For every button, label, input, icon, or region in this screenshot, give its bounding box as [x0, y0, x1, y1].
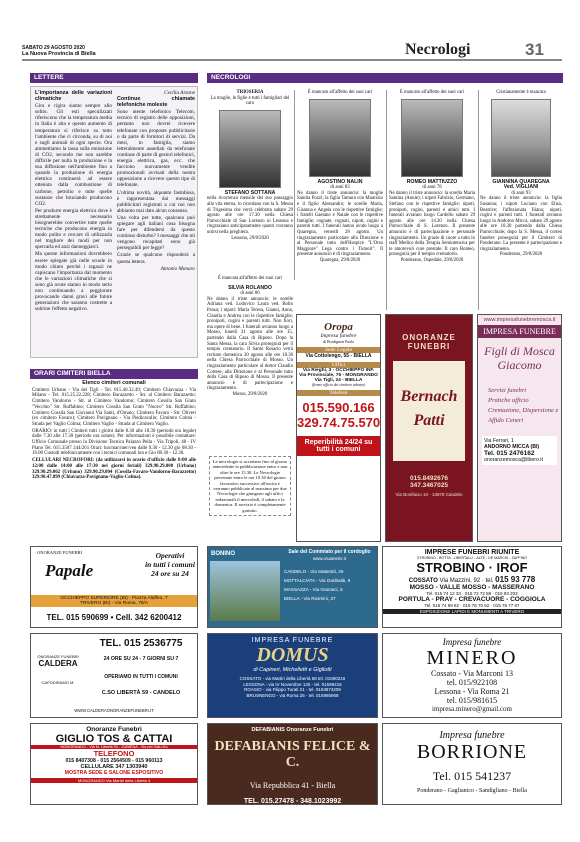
- ad-defabianis: [207, 723, 378, 810]
- ad-caldera: [30, 633, 198, 718]
- letter-2-body-3: Una volta per tutte, qualcuno può spiegare agli italiani cosa bisogna fare per difendersi da questo continuo disturbo? I messaggi che mi vengono recapitati sono già perseguibili per legge?: [117, 214, 195, 252]
- obituary-intro: È mancata all'affetto dei suoi cari: [217, 276, 283, 281]
- obituary-place: Ponderano, 29/8/2020: [499, 252, 543, 258]
- ad-minero-title: Impresa funebre: [442, 637, 502, 647]
- lettere-col-1: [35, 90, 112, 313]
- ad-oropa-label: Sede Legale: [297, 347, 380, 353]
- obituary-name: STEFANO SOTTANA: [224, 189, 276, 196]
- ad-oropa-addr: Via Tigli, 24 - BIELLA: [314, 378, 363, 383]
- ad-bonino-url: www.oruamerie.it: [313, 556, 346, 561]
- ad-minero-line: tel. 015/981615: [446, 696, 498, 705]
- ad-minero-name: MINERO: [426, 647, 518, 669]
- ad-giglio-name: GIGLIO TOS & CATTAI: [55, 733, 173, 745]
- obituary-top: TRIOSERIA: [236, 90, 264, 95]
- ad-caldera-logo: [35, 654, 81, 685]
- ad-bernach-phone: 015.8492676: [410, 475, 448, 482]
- header-date: SABATO 29 AGOSTO 2020 La Nuova Provincia di Biella: [22, 45, 96, 57]
- portrait-photo: [491, 99, 551, 177]
- ad-caldera-url: WWW.CALDERAONORANZEFUNEBRI.IT: [74, 708, 154, 713]
- ad-oropa-note: (fronte ufficio dei cimitero urbano): [311, 383, 366, 387]
- ad-domus-addr: COSSATO - via Martiri della Libertà 58 tel. 01590216: [239, 676, 346, 681]
- header-rule: [22, 59, 562, 61]
- obituary-text: Ne danno il triste annuncio: la moglie Sandra Pozzi; la figlia Tamara con Maurizio e il figlio Alessandro; le sorelle Maria, Gisanna e Angela con le rispettive famiglie; i fratelli Gaetano e Natale con le rispettive famiglie; cognate, cognati, nipoti, cugini e parenti tutti. I funerali hanno avuto luogo a Quaregna, venerdì 28 agosto. Un ringraziamento particolare alla Direzione e al Personale tutto dell'Hospice "L'Orso Maggiore" Lega contro i Tumori". Il presente annuncio è di ringraziamento.: [297, 190, 383, 258]
- ad-oropa-label: Telefoni: [297, 390, 380, 396]
- ad-papale-operativi: [143, 551, 197, 578]
- portrait-photo: [401, 99, 463, 177]
- ad-mosca-title: IMPRESA FUNEBRE: [478, 325, 561, 338]
- letter-2-body-4: Grazie se qualcuno risponderà a questa lettera.: [117, 252, 195, 265]
- ad-borrione: [382, 723, 562, 805]
- ad-bernach-name: Bernach Patti: [393, 361, 465, 461]
- column-divider: [294, 90, 295, 280]
- ad-giglio-sub: MONGRANDO - Via M. Libertà 93 - ZUBIENA - Via per Salu 8/c: [31, 745, 197, 749]
- ad-strobino: [382, 546, 562, 628]
- necrologi-heading: NECROLOGI: [207, 73, 563, 83]
- ad-mosca-contacts: [482, 436, 557, 465]
- obituary-text: Ne danno il triste annuncio: la sorella Maria Santina (Annie); i nipoti Fabrizio, Germano, Stefano con le rispettive famiglie; nipoti, pronipoti, cugini, parenti e amici tutti. I funerali avranno luogo Cardello sabato 29 agosto alle ore 14.30 nella Chiesa Parrocchiale di S. Lorenzo. Il presente annuncio è di partecipazione e personale ringraziamento. Un grazie di cuore a tutto lo staff Medico della Terapia Semintensiva per le amorevoli cure prestate. Il caro Romeo, proseguirà per il tempio crematorio.: [389, 190, 475, 258]
- orari-heading: ORARI CIMITERI BIELLA: [30, 369, 198, 379]
- orari-hours: ORARIO: in tutti i Cimiteri tutti i giorni dalle 8.30 alle 18.30 (periodo ora legale) dalle 7.30 alle 17.30 (periodo ora solare). Per informazioni è possibile contattare: Ufficio Comunale presso la Divisione Tecnica Palazzo Pella - Via Tripoli, 48 - IV Piano Tel. 015.3507 244/261 Orari: lun/mar/mer/ven dalle 9.30 - 12.30 gio 08.30 - 16.00 Custodi telefonicamente con i tecnici comunali lun e Gio 08.30 - 12.30.: [32, 428, 196, 457]
- ad-giglio-top: Onoranze Funebri: [86, 726, 142, 733]
- portrait-photo: [309, 99, 371, 177]
- obituary-age: di anni 86: [240, 291, 260, 297]
- obituary-mattiuzzo: [389, 90, 475, 264]
- ad-oropa-addr: Via Rieghi, 3 - OCCHIEPPO INF.: [302, 368, 375, 373]
- ad-giglio-mostra: MOSTRA SEDE E SALONE ESPOSITIVO: [64, 770, 164, 776]
- letter-1-body: Gira e rigira siamo sempre allo solito. Gli esti speculizzati riferiscono che la temperatura media in Italia è alta e questo aumento di temperatura si riferisce su tutto l'ambiente che ci circonda, su di noi e sugli animali di ogni specie. Ora ammettiamo la tassa sulla emissione di CO2, secondo me non sarebbe difficile per nulla la produzione e la sua diffusione nell'ambiente fino a quando la produzione di energia elettrica continuerà ad essere ottenuta dalla combustione di carbone, petrolio e tutte quelle sostanze che bruciando producono CO2.: [35, 103, 112, 207]
- ad-borrione-title: Impresa funebre: [439, 730, 505, 741]
- ad-oropa-label: Uffici: [297, 362, 380, 368]
- ad-minero-line: Cossato - Via Marconi 13: [430, 669, 514, 678]
- obituary-place: Quaregna, 29/8/2020: [319, 257, 361, 263]
- ad-mosca-addr: Via Ferrari, 1: [484, 438, 514, 444]
- ad-strobino-towns: MOSSO - VALLE MOSSO - MASSERANO: [409, 584, 535, 591]
- obituary-name: SILVIA ROLANDO: [228, 284, 272, 291]
- obituary-place: Ponderano, Ospedale, 29/8/2020: [400, 257, 464, 263]
- ad-bonino-name: BONINO: [211, 551, 235, 557]
- ad-oropa: [296, 314, 381, 542]
- ad-papale-name: Papale: [45, 561, 94, 580]
- necrologi-note: Le necrologie si accettano fino al giorno antecedente la pubblicazione entro e non oltre le ore 15.30. Le Necrologie pervenute entro le ore 10.30 del giorno lavorativo successivo all'uscita e verranno pubblicate al massimo per due Necrologie che giungono agli uffici redazionali il mercoledì, il sabato e la domenica. Il servizio è completamente gratuito.: [209, 456, 291, 516]
- ad-strobino-addr: Via Mazzini, 92 · tel.: [439, 578, 494, 584]
- ad-caldera-hours: 24 ORE SU 24 - 7 GIORNI SU 7: [103, 656, 179, 662]
- ad-caldera-tel: TEL. 015 2536775: [99, 638, 183, 649]
- ad-mosca-service: Servizi funebri: [488, 387, 527, 394]
- ad-defabianis-top: DEFABIANIS Onoranze Funebri: [251, 727, 334, 733]
- ad-defabianis-mail: onoranzefunebridefabianis@gmail.com: [250, 805, 335, 810]
- ad-giglio-phones: 015 8407308 - 015 2564509 - 015 960113: [65, 758, 163, 764]
- ad-borrione-towns: Ponderano - Gaglianico - Sandigliano - Biella: [417, 788, 527, 794]
- obituary-intro: È mancato all'affetto dei suoi cari: [307, 90, 373, 95]
- ad-mosca-url: www.impresafunebremosca.it: [483, 317, 556, 323]
- ad-bernach-top: ONORANZE FUNEBRI: [402, 333, 456, 351]
- ad-domus-addr: LESSONA - via IV Novembre 125 - tel. 01599216: [243, 681, 342, 687]
- ad-domus-addr: ROASIO - via Filippo Turati 21 - tel. 0163874209: [244, 687, 341, 693]
- ad-minero: [382, 633, 562, 718]
- obituary-age: di anni 83: [330, 185, 350, 191]
- letter-1-title: L'importanza delle variazioni climatiche: [35, 90, 112, 103]
- ad-domus-list: [208, 676, 377, 698]
- lettere-col-2: [117, 90, 195, 272]
- ad-bonino-item: MASSAZZA - Via Gramsci, 5: [284, 587, 343, 592]
- letter-2-body: Sono utente telefonico Telecom, tecnico di registro delle opposizioni, pertanto non dovrei ricevere telefonate con proposte pubblicitarie o da parte di fornitori di servizi. Da mesi, in famiglia, siamo letteralmente assediati da telefonate continue di parte di gestori telefonici, energia elettrica, gas, ecc. che facciono nuovamente vendite promozionali avvisati della nostra opposizione a ricevere questo tipo di telefonate.: [117, 109, 195, 189]
- ad-bonino-item: CANDELO - Via Matteotti, 26: [284, 569, 344, 574]
- ad-mosca-mail: onoranzemosca@libero.it: [484, 457, 543, 463]
- obituary-age: di anni 78: [422, 185, 442, 191]
- obituary-place: Lessona, 29/8/2020: [231, 235, 269, 241]
- obituary-place: Mosso, 29/8/2020: [232, 391, 268, 397]
- letter-1-body-3: Ma queste informazioni dovrebbero essere spiegate già nelle scuole in modo chiaro perché i ragazzi ne capiscano l'importanza dal momento che le variazioni climatiche che si sono già avute stanno in modo serio non continuando a peggiorare provocando danni gravi alle future generazioni che saranno costrette a subirne l'effetto negativo.: [35, 251, 112, 313]
- letter-1-body-2: Per produrre energia elettrica dove è strettamente necessario bisognerebbe convertire tutte quelle tecniche che producono energia in modo pulito e cercare di utilizzarla nel migliore dei modi per non spercarla ed anzi danneggiarci.: [35, 207, 112, 251]
- obituary-intro: Cristianamente è mancata: [496, 90, 546, 95]
- ad-papale-addr: TRIVERO (BI) - Via Roma, 78/A: [79, 601, 149, 606]
- letter-1-signature: Cecilia Arzone: [164, 90, 195, 96]
- ad-giglio-label: TELEFONO: [93, 749, 135, 758]
- ad-domus-addr: BRUSNENGO - via Roma 25 - tel. 015985958: [246, 692, 339, 698]
- lettere-box: [30, 86, 198, 358]
- ad-mosca-tel: Tel. 015 2476162: [484, 450, 535, 457]
- ad-borrione-tel: Tel. 015 541237: [432, 769, 512, 783]
- orari-box: [32, 381, 196, 482]
- ad-oropa-phone: 015.590.166: [302, 400, 375, 415]
- ad-papale-op: in tutti i comuni: [145, 560, 195, 569]
- ad-caldera-name: CALDERA: [38, 659, 78, 668]
- page-number: 31: [525, 40, 544, 59]
- obituary-name: ROMEO MATTIUZZO: [406, 178, 458, 185]
- ad-papale-top: ONORANZE FUNEBRI: [37, 550, 83, 555]
- ad-strobino-towns: PORTULA - PRAY - CREVACUORE - COGGIOLA: [398, 596, 546, 603]
- ad-bernach-addr: Via Bonifacio 10 - 13878 Candelo: [395, 492, 463, 497]
- ad-papale-op: 24 ore su 24: [151, 569, 189, 578]
- ad-bonino-item: MOTTALCIATA - Via Garibaldi, 9: [284, 578, 351, 583]
- obituary-quaregna: [480, 90, 562, 258]
- portrait-photo: [219, 110, 281, 188]
- obituary-nalin: [297, 90, 383, 264]
- ad-defabianis-addr: Via Repubblica 41 - Biella: [249, 781, 336, 790]
- ad-bonino-head: Sale del Commiato per il cordoglio: [288, 549, 371, 555]
- obituary-intro: La moglie, le figlie e tutti i famigliari del caro: [210, 95, 290, 107]
- ad-papale-addr: OCCHIEPPO SUPERIORE (BI) - Piazza Alaffeo, 7: [60, 596, 168, 601]
- ad-mosca-service: Pratiche ufficio: [488, 397, 529, 404]
- ad-strobino-names: STROBINO - BOTTA - LIBERTALLI - ALTE - DE MARCHI - ZAFFINO: [417, 556, 527, 560]
- ad-bonino-list: [284, 567, 376, 603]
- ad-caldera-sub: ONORANZE FUNEBRI: [37, 654, 79, 659]
- ad-giglio-cell: CELLULARE 347 1303940: [80, 764, 148, 770]
- ad-papale-addr-band: [31, 595, 197, 607]
- ad-giglio-addr: MONGRANDO Via Martiri della Libertà 4: [31, 778, 197, 783]
- ad-minero-line: impresa.minero@gmail.com: [432, 705, 512, 713]
- ad-oropa-sub: Impresa funebre: [320, 333, 357, 339]
- ad-oropa-addr: Via Provinciale, 76 - MONGRANDO: [299, 373, 378, 378]
- ad-bonino-item: BIELLA - Via Rosmini, 37: [284, 596, 336, 601]
- letter-2-body-2: L'ultima novità, alquanto fastidiosa, è rappresentata dai messaggi pubblicitari registrati a cui noi non abbiamo mai dato alcun consenso.: [117, 189, 195, 214]
- ad-defabianis-name: DEFABIANIS FELICE & C.: [214, 739, 371, 770]
- ad-oropa-availability: Reperibilità 24/24 su tutti i comuni: [297, 436, 380, 456]
- ad-domus: [207, 633, 378, 718]
- ad-papale: [30, 546, 198, 628]
- obituary-text: nella ricorrenza mensile del suo passaggio alla vita eterna, lo ricordano con la S. Messa di Trigesima che verrà celebrata sabato 29 agosto alle ore 17.30 nella Chiesa Parrocchiale di San Lorenzo in Lessona e ringraziano anticipatamente quanti vorranno unirsi nella preghiera.: [207, 196, 293, 235]
- ad-papale-tel: TEL. 015 590699 • Cell. 342 6200412: [46, 613, 182, 622]
- letter-2-signature: Antonio Monaro: [160, 265, 195, 272]
- ad-strobino-tel: 015 93 778: [495, 575, 536, 584]
- ad-strobino-city: COSSATO: [408, 578, 438, 584]
- ad-oropa-by: di Bordignon Paolo: [322, 339, 355, 344]
- ad-mosca-name: Figli di Mosca Giacomo: [484, 344, 555, 372]
- ad-caldera-op: OPERIAMO IN TUTTI I COMUNI: [104, 674, 178, 680]
- ad-minero-line: tel. 015/922108: [446, 678, 498, 687]
- ad-papale-op: Operativi: [155, 551, 185, 560]
- column-divider: [478, 90, 479, 310]
- ad-giglio: [30, 723, 198, 805]
- ad-mosca: [477, 314, 562, 542]
- section-title: Necrologi: [405, 41, 471, 58]
- ad-bonino: [207, 546, 378, 628]
- ad-bernach-cell: 347.3467025: [410, 482, 448, 489]
- orari-title: Elenco cimiteri comunali: [82, 380, 146, 386]
- orari-list: Cimitero Urbano - Via dei Tigli - Tel. 015.40.32.49; Cimitero Chiavazza - Via Milano - Tel. 015.25.22.228; Cimitero Barazzetto - Str. al Cimitero Barazzetto; Cimitero Vandorno - Str. al Cimitero Vandorno; Cimitero Cossila San Grato "Vecchio" Str. Ruffabino; Cimitero Cossila San Grato "Nuovo" Str. Ruffabino; Cimitero Cossila San Giovanni Via Santi, d'Ornaio; Cimitero Favaro - Str. Oliveri (ex cimitero Favaro); Cimitero Pavignano - Via Piedicavallo; Cimitero Colma - Strada per Vaglio Colma; Cimitero Vaglio - Strada al Cimitero Vaglio.: [32, 387, 196, 427]
- column-divider: [386, 90, 387, 310]
- obituary-rolando: [207, 276, 293, 397]
- obituary-intro: È mancato all'affetto dei suoi cari: [399, 90, 465, 95]
- obituary-sottana: [207, 90, 293, 241]
- ad-domus-sub: di Capineri, Michelletti e Gigliotti: [253, 667, 332, 673]
- ad-mosca-services: [478, 386, 561, 426]
- ad-strobino-title: IMPRESE FUNEBRI RIUNITE: [424, 549, 520, 556]
- ad-domus-title: IMPRESA FUNEBRE: [251, 637, 334, 644]
- ad-minero-line: Lessona - Via Roma 21: [434, 687, 510, 696]
- obituary-age: di anni 93: [511, 190, 531, 196]
- ad-strobino-band: ESPOSIZIONE LAPIDI E MONUMENTI A TRIVERO: [383, 609, 561, 614]
- obituary-text: Ne danno il triste annuncio: le sorelle Adriana ved. Lodovico Laura ved. Bollo Possa; i nipoti: Maria Teresa, Gianni, Anna, Claudia e Andrea con le rispettive famiglie; pronipoti, cugini e parenti tutti. Non fiori, ma opere di bene. I funerali avranno luogo a Mosso, lunedì 31 agosto alle ore 15, partendo dalla Casa di Riposo. Dopo la Santa Messa, la cara Silvia proseguirà per il tempio crematorio. Il Santo Rosario verrà recitato domenica 30 agosto alle ore 18.30 nella Chiesa Parrocchiale di Mosso. Un ringraziamento particolare al dottor Claudio Cortese, alla Direzione e al Personale tutto della Casa di Riposo di Mosso. Il presente annuncio è di partecipazione e ringraziamento.: [207, 296, 293, 392]
- obituary-subname: Ved. VIGLIANI: [503, 184, 539, 191]
- ad-caldera-sub2: CAPODIRAMO M.: [41, 680, 75, 685]
- obituary-name: GIANNINA QUAREGNA: [492, 178, 550, 185]
- ad-strobino-name: STROBINO · IROF: [416, 560, 528, 575]
- obituary-name: AGOSTINO NALIN: [317, 178, 363, 185]
- obituary-text: Ne danno il triste annuncio: la figlia Susanna; i nipoti Luciano con Elisa, Beatrice; l'affezionata Iliana; nipoti, cugini e parenti tutti. I funerali avranno luogo in Andorno Micca, sabato 29 agosto alle ore 10.30 partendo dalla Chiesa Parrocchiale; dopo la S. Messa, il corteo funebre proseguirà per il Cimitero di Ponderano. La presente è partecipazione e ringraziamento.: [480, 196, 562, 252]
- orari-phones: CELLULARI NECROFORI: (da utilizzarsi in orario d'ufficio dalle 8:00 alle 12:00 dalle 14:00 alle 17:30 nei giorni feriali) 329.90.29.000 (Urbano) 329.90.29.002 (Urbano) 329.90.29.004 (Cossila-Favaro-Vandorno-Barazzetto) 329.90.47.099 (Chiavazza-Pavignano-Vaglio-Colma).: [32, 458, 196, 481]
- ad-mosca-addr: ANDORNO MICCA (BI): [484, 444, 540, 450]
- ad-oropa-phone: 329.74.75.570: [297, 415, 381, 430]
- ad-domus-name: DOMUS: [256, 644, 329, 666]
- ad-oropa-addr: Via Cottolengo, 55 - BIELLA: [305, 353, 372, 359]
- ad-strobino-phones: Tel. 015 74 99 82 · 015 76 70 62 · 015 76 77 87: [424, 603, 520, 608]
- letter-2-title: Continue chiamate telefoniche moleste: [117, 96, 195, 109]
- ad-borrione-name: BORRIONE: [416, 741, 528, 763]
- ad-bernach: [385, 314, 473, 542]
- ad-oropa-title: Oropa: [324, 321, 353, 333]
- building-photo: [210, 561, 280, 621]
- ad-strobino-phones: Tel. 015 74 12 33 · 015 72 72 88 · 015 93 203: [426, 591, 518, 596]
- lettere-heading: LETTERE: [30, 73, 198, 83]
- ad-caldera-addr: C.SO LIBERTÀ 59 - CANDELO: [101, 690, 181, 696]
- ad-mosca-service: Cremazione, Dispersione e Affido Ceneri: [488, 407, 559, 424]
- ad-defabianis-tel: TEL. 015.27478 - 348.1023992: [243, 798, 342, 805]
